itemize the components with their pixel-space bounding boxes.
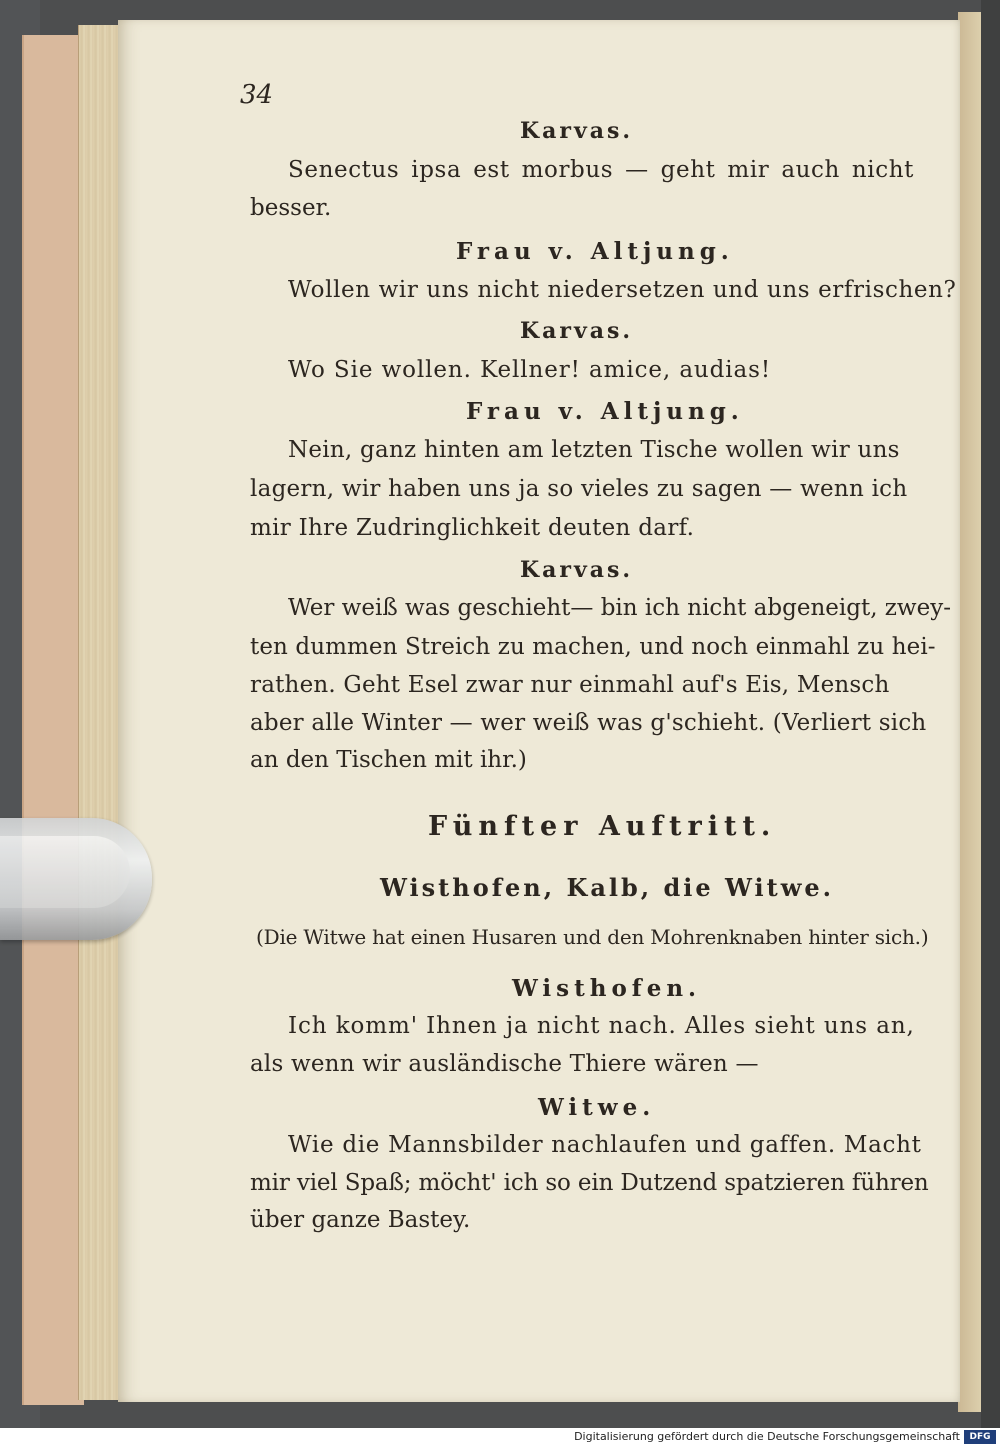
text-line: Senectus ipsa est morbus — geht mir auch nicht (288, 157, 914, 183)
dfg-logo: DFG (964, 1430, 996, 1444)
text-line: ten dummen Streich zu machen, und noch einmahl zu hei- (250, 634, 936, 660)
text-line: als wenn wir ausländische Thiere wären — (250, 1051, 759, 1077)
scene-persons: Wisthofen, Kalb, die Witwe. (380, 873, 835, 902)
page-edges (78, 25, 123, 1400)
stage-direction: (Die Witwe hat einen Husaren und den Mohrenknaben hinter sich.) (256, 925, 929, 949)
book-cover-right (981, 0, 1000, 1428)
text-line: Wollen wir uns nicht niedersetzen und uns erfrischen? (288, 277, 957, 303)
text-line: mir Ihre Zudringlichkeit deuten darf. (250, 515, 695, 541)
text-line: Nein, ganz hinten am letzten Tische wollen wir uns (288, 437, 900, 463)
speaker-label: Wisthofen. (512, 975, 702, 1002)
text-line: mir viel Spaß; möcht' ich so ein Dutzend spatzieren führen (250, 1170, 929, 1196)
text-line: aber alle Winter — wer weiß was g'schieht. (Verliert sich (250, 710, 927, 736)
text-line: Ich komm' Ihnen ja nicht nach. Alles sieht uns an, (288, 1013, 915, 1039)
speaker-label: Karvas. (520, 118, 634, 144)
speaker-label: Karvas. (520, 557, 634, 583)
speaker-label: Frau v. Altjung. (466, 398, 744, 425)
text-line: über ganze Bastey. (250, 1207, 471, 1233)
page-number: 34 (240, 80, 274, 110)
text-line: an den Tischen mit ihr.) (250, 747, 527, 773)
funding-credit: Digitalisierung gefördert durch die Deutsche Forschungsgemeinschaft (574, 1430, 960, 1443)
text-line: Wo Sie wollen. Kellner! amice, audias! (288, 357, 771, 383)
footer-bar (0, 1428, 1000, 1448)
scene-title: Fünfter Auftritt. (428, 811, 777, 842)
cover-edge (22, 35, 84, 1405)
speaker-label: Karvas. (520, 318, 634, 344)
text-line: besser. (250, 195, 332, 221)
text-line: lagern, wir haben uns ja so vieles zu sagen — wenn ich (250, 476, 908, 502)
speaker-label: Frau v. Altjung. (456, 238, 734, 265)
page-holder-clip (0, 818, 152, 940)
book-fore-edge (958, 12, 982, 1412)
text-line: Wie die Mannsbilder nachlaufen und gaffen. Macht (288, 1132, 922, 1158)
speaker-label: Witwe. (538, 1094, 656, 1121)
text-line: rathen. Geht Esel zwar nur einmahl auf's Eis, Mensch (250, 672, 890, 698)
text-line: Wer weiß was geschieht— bin ich nicht abgeneigt, zwey- (288, 595, 951, 621)
